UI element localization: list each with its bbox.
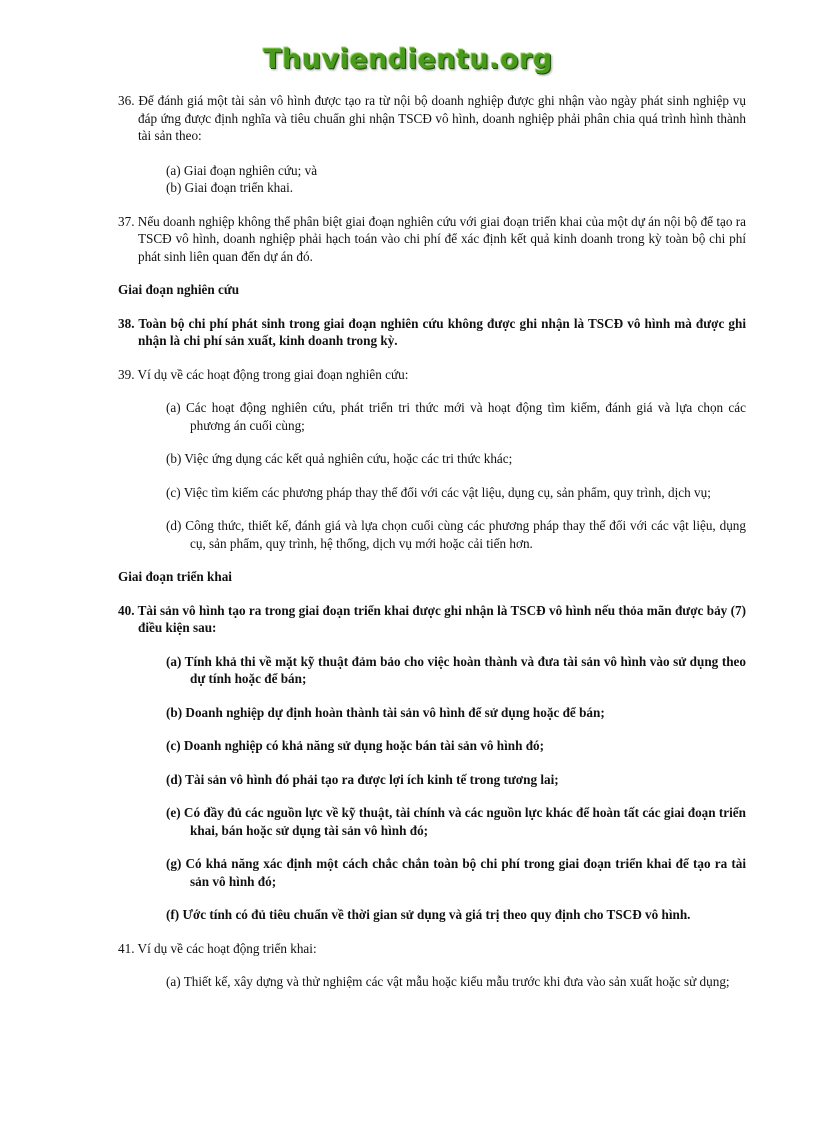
list-item: (d) Tài sản vô hình đó phải tạo ra được lợi ích kinh tế trong tương lai; [166,771,559,787]
list-item: (a) Giai đoạn nghiên cứu; và [166,162,318,178]
list-item: (b) Doanh nghiệp dự định hoàn thành tài sản vô hình để sử dụng hoặc để bán; [166,704,605,720]
paragraph-41: 41. Ví dụ về các hoạt động triển khai: [118,940,317,956]
paragraph-36: 36. Để đánh giá một tài sản vô hình được tạo ra từ nội bộ doanh nghiệp được ghi nhận vào ngày phát sinh nghiệp vụ đáp ứng được định nghĩa và tiêu chuẩn ghi nhận TSCĐ vô hình, doanh nghiệp phải phân chia quá trình hình thành tài sản theo: [118,93,746,143]
document-body [118,92,746,991]
paragraph-37: 37. Nếu doanh nghiệp không thể phân biệt giai đoạn nghiên cứu với giai đoạn triển khai của một dự án nội bộ để tạo ra TSCĐ vô hình, doanh nghiệp phải hạch toán vào chi phí để xác định kết quả kinh doanh trong kỳ toàn bộ chi phí phát sinh liên quan đến dự án đó. [118,213,746,264]
paragraph-38: 38. Toàn bộ chi phí phát sinh trong giai đoạn nghiên cứu không được ghi nhận là TSCĐ vô hình mà được ghi nhận là chi phí sản xuất, kinh doanh trong kỳ. [118,315,746,348]
paragraph-39: 39. Ví dụ về các hoạt động trong giai đoạn nghiên cứu: [118,366,409,382]
list-item: (d) Công thức, thiết kế, đánh giá và lựa chọn cuối cùng các phương pháp thay thế đối với các vật liệu, dụng cụ, sản phẩm, quy trình, hệ thống, dịch vụ mới hoặc cải tiến hơn. [166,518,746,551]
list-item: (a) Các hoạt động nghiên cứu, phát triển tri thức mới và hoạt động tìm kiếm, đánh giá và lựa chọn các phương án cuối cùng; [166,400,746,433]
list-item: (a) Tính khả thi về mặt kỹ thuật đảm bảo cho việc hoàn thành và đưa tài sản vô hình vào sử dụng theo dự tính hoặc để bán; [166,653,746,686]
site-logo: Thuviendientu.org [263,44,553,75]
list-item: (e) Có đầy đủ các nguồn lực về kỹ thuật, tài chính và các nguồn lực khác để hoàn tất các giai đoạn triển khai, bán hoặc sử dụng tài sản vô hình đó; [166,805,746,838]
list-item: (c) Doanh nghiệp có khả năng sử dụng hoặc bán tài sản vô hình đó; [166,738,545,753]
list-item: (b) Việc ứng dụng các kết quả nghiên cứu, hoặc các tri thức khác; [166,451,513,466]
list-item: (f) Ước tính có đủ tiêu chuẩn về thời gian sử dụng và giá trị theo quy định cho TSCĐ vô hình. [166,907,691,922]
section-heading-development: Giai đoạn triển khai [118,569,232,584]
list-item: (b) Giai đoạn triển khai. [166,180,294,195]
list-item: (a) Thiết kế, xây dựng và thử nghiệm các vật mẫu hoặc kiểu mẫu trước khi đưa vào sản xuất hoặc sử dụng; [166,974,730,989]
list-item: (g) Có khả năng xác định một cách chắc chắn toàn bộ chi phí trong giai đoạn triển khai để tạo ra tài sản vô hình đó; [166,856,746,889]
paragraph-40: 40. Tài sản vô hình tạo ra trong giai đoạn triển khai được ghi nhận là TSCĐ vô hình nếu thỏa mãn được bảy (7) điều kiện sau: [118,602,746,635]
list-item: (c) Việc tìm kiếm các phương pháp thay thế đối với các vật liệu, dụng cụ, sản phẩm, quy trình, dịch vụ; [166,484,711,500]
section-heading-research: Giai đoạn nghiên cứu [118,282,240,297]
